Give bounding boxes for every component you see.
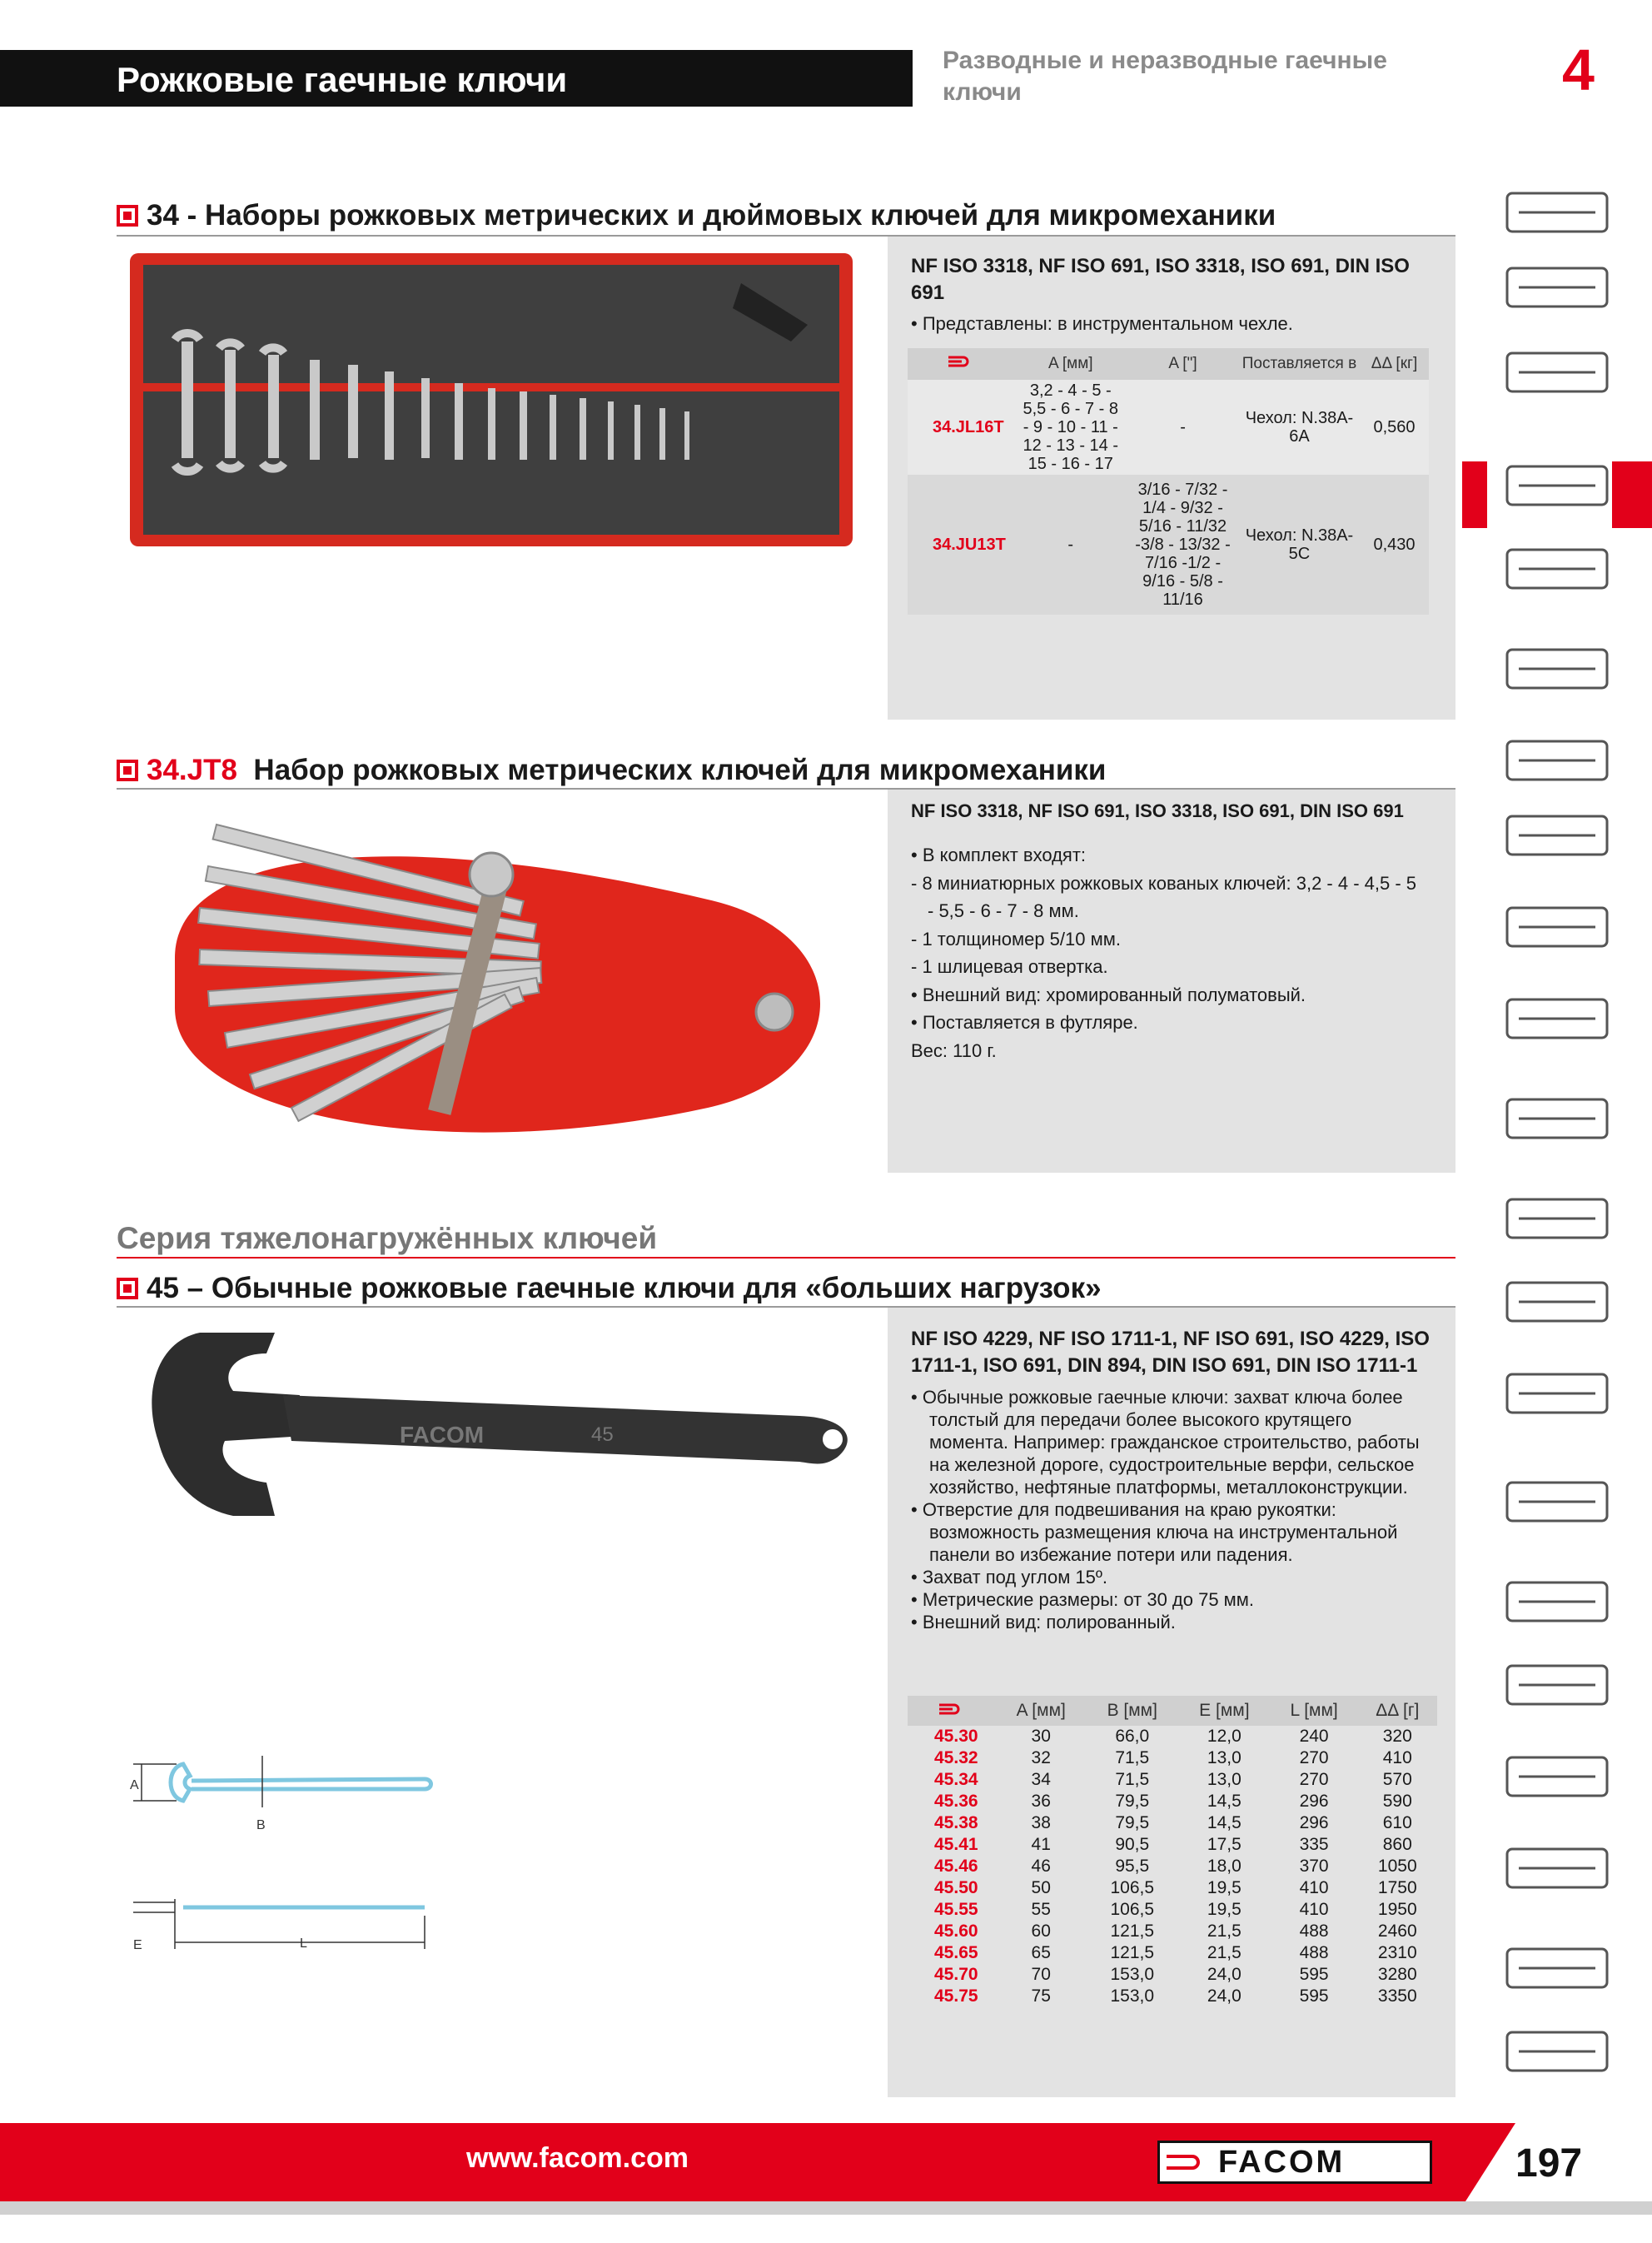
value-cell: 79,5 — [1115, 1813, 1150, 1832]
value-cell: 46 — [1031, 1857, 1051, 1876]
value-cell: 38 — [1031, 1813, 1051, 1832]
value-cell: 2460 — [1377, 1922, 1417, 1941]
value-cell: 66,0 — [1115, 1727, 1150, 1746]
electrical-icon[interactable] — [1499, 1649, 1615, 1721]
puller-icon[interactable] — [1499, 1183, 1615, 1254]
section-title: Набор рожковых метрических ключей для микромеханики — [253, 754, 1107, 786]
screwdriver-icon[interactable] — [1499, 725, 1615, 796]
value-cell: 65 — [1031, 1943, 1051, 1962]
desc-line: Вес: 110 г. — [911, 1039, 997, 1061]
dim-l-label: L — [300, 1936, 307, 1951]
value-cell: 36 — [1031, 1792, 1051, 1811]
value-cell: 21,5 — [1207, 1922, 1241, 1941]
desc-line: - 5,5 - 6 - 7 - 8 мм. — [928, 900, 1079, 921]
chapter-number: 4 — [1562, 37, 1595, 102]
vise-icon[interactable] — [1499, 1466, 1615, 1538]
value-cell: 296 — [1299, 1792, 1329, 1811]
value-cell: 1050 — [1377, 1857, 1417, 1876]
table-row — [908, 1812, 1437, 1834]
product-image-34jt8 — [125, 800, 858, 1166]
desc-line: панели во избежание потери или падения. — [929, 1544, 1293, 1565]
a-inch-cell: - — [1127, 380, 1239, 475]
value-cell: 153,0 — [1110, 1986, 1155, 2006]
value-cell: 95,5 — [1115, 1857, 1150, 1876]
section-34-heading — [117, 197, 1276, 235]
value-cell: 595 — [1299, 1965, 1329, 1984]
table-row — [908, 1791, 1437, 1812]
value-cell: 55 — [1031, 1900, 1051, 1919]
section-34jt8-heading — [117, 751, 1106, 790]
value-cell: 270 — [1299, 1770, 1329, 1789]
desc-line: • Внешний вид: полированный. — [911, 1612, 1176, 1632]
weight-icon: ΔΔ — [1371, 355, 1392, 372]
ref-cell: 45.32 — [934, 1748, 978, 1767]
value-cell: 21,5 — [1207, 1943, 1241, 1962]
weight-cell: 0,560 — [1360, 380, 1429, 475]
section-code: 34 — [147, 199, 179, 232]
col-weight: ΔΔ [г] — [1358, 1696, 1437, 1726]
col-e: E [мм] — [1178, 1696, 1271, 1726]
pliers-icon[interactable] — [1499, 800, 1615, 871]
section-title: - Наборы рожковых метрических и дюймовых ключей для микромеханики — [178, 199, 1276, 232]
product-table-45 — [908, 1696, 1437, 2007]
table-row — [908, 1856, 1437, 1877]
value-cell: 71,5 — [1115, 1770, 1150, 1789]
value-cell: 1950 — [1377, 1900, 1417, 1919]
ref-cell: 45.70 — [934, 1965, 978, 1984]
value-cell: 410 — [1299, 1878, 1329, 1897]
col-a-mm: A [мм] — [1014, 348, 1127, 380]
value-cell: 153,0 — [1110, 1965, 1155, 1984]
dim-a-label: A — [130, 1778, 139, 1792]
table-row — [908, 380, 1429, 475]
product-image-34-set — [125, 250, 858, 551]
table-row — [908, 1726, 1437, 1747]
value-cell: 590 — [1382, 1792, 1412, 1811]
value-cell: 370 — [1299, 1857, 1329, 1876]
weight-cell: 0,430 — [1360, 475, 1429, 615]
sidebar-active-marker — [1612, 461, 1652, 528]
value-cell: 570 — [1382, 1770, 1412, 1789]
ref-cell: 45.50 — [934, 1878, 978, 1897]
value-cell: 24,0 — [1207, 1986, 1241, 2006]
desc-line: момента. Например: гражданское строительство, работы — [929, 1432, 1420, 1453]
desc-line: толстый для передачи более высокого крутящего — [929, 1409, 1352, 1430]
series-divider — [117, 1257, 1455, 1259]
value-cell: 410 — [1382, 1748, 1412, 1767]
table-row — [908, 1834, 1437, 1856]
impact-gun-icon[interactable] — [1499, 1358, 1615, 1429]
value-cell: 17,5 — [1207, 1835, 1241, 1854]
desc-line: • Внешний вид: хромированный полуматовый. — [911, 984, 1306, 1005]
facom-logo-text: FACOM — [1218, 2145, 1346, 2180]
supplied-cell: Чехол: N.38A-5C — [1239, 475, 1360, 615]
ref-cell: 45.36 — [934, 1792, 978, 1811]
value-cell: 595 — [1299, 1986, 1329, 2006]
table-row — [908, 1769, 1437, 1791]
reference-icon — [908, 348, 1014, 380]
ref-cell: 45.34 — [934, 1770, 978, 1789]
desc-line: • Поставляется в футляре. — [911, 1012, 1138, 1033]
page-title: Рожковые гаечные ключи — [117, 60, 568, 99]
value-cell: 79,5 — [1115, 1792, 1150, 1811]
value-cell: 14,5 — [1207, 1792, 1241, 1811]
bullet-square-icon — [117, 760, 138, 781]
tape-measure-icon[interactable] — [1499, 891, 1615, 963]
col-l: L [мм] — [1271, 1696, 1358, 1726]
product-table-34 — [908, 348, 1429, 615]
value-cell: 410 — [1299, 1900, 1329, 1919]
value-cell: 320 — [1382, 1727, 1412, 1746]
value-cell: 41 — [1031, 1835, 1051, 1854]
value-cell: 50 — [1031, 1878, 1051, 1897]
value-cell: 19,5 — [1207, 1900, 1241, 1919]
table-row — [908, 1921, 1437, 1942]
value-cell: 488 — [1299, 1922, 1329, 1941]
desc-line: возможность размещения ключа на инструментальной — [929, 1522, 1398, 1543]
bullet-square-icon — [117, 205, 138, 227]
desc-line: хозяйство, нефтяные платформы, металлоконструкции. — [929, 1477, 1408, 1498]
wrench-size: 45 — [591, 1423, 614, 1446]
table-row — [908, 1747, 1437, 1769]
wrench-marking: FACOM — [400, 1422, 485, 1448]
tool-box-icon[interactable] — [1499, 336, 1615, 408]
table-row — [908, 475, 1429, 615]
supplied-cell: Чехол: N.38A-6A — [1239, 380, 1360, 475]
section-code: 34.JT8 — [147, 754, 237, 786]
series-title: Серия тяжелонагружённых ключей — [117, 1221, 658, 1255]
table-row — [908, 1986, 1437, 2007]
standards-34: NF ISO 3318, NF ISO 691, ISO 3318, ISO 691, DIN ISO 691 — [911, 255, 1410, 304]
ref-cell: 45.46 — [934, 1857, 978, 1876]
ref-cell: 34.JL16T — [908, 380, 1014, 475]
footer-url[interactable]: www.facom.com — [466, 2142, 689, 2174]
hacksaw-icon[interactable] — [1499, 1083, 1615, 1154]
value-cell: 90,5 — [1115, 1835, 1150, 1854]
facom-logo — [1157, 2141, 1432, 2184]
weight-icon: ΔΔ — [1376, 1701, 1399, 1720]
product-image-45 — [125, 1316, 874, 1533]
desc-line: • Обычные рожковые гаечные ключи: захват ключа более — [911, 1387, 1403, 1408]
col-weight: ΔΔ [кг] — [1360, 348, 1429, 380]
value-cell: 121,5 — [1110, 1922, 1155, 1941]
ref-cell: 45.38 — [934, 1813, 978, 1832]
col-a-inch: A ["] — [1127, 348, 1239, 380]
a-inch-cell: 3/16 - 7/32 - 1/4 - 9/32 - 5/16 - 11/32 -3/8 - 13/32 - 7/16 -1/2 - 9/16 - 5/8 - 11/16 — [1127, 475, 1239, 615]
ref-cell: 45.41 — [934, 1835, 978, 1854]
col-a: A [мм] — [996, 1696, 1086, 1726]
value-cell: 34 — [1031, 1770, 1051, 1789]
truck-icon[interactable] — [1499, 1932, 1615, 2004]
desc-line: • В комплект входят: — [911, 845, 1087, 865]
standards-45: NF ISO 4229, NF ISO 1711-1, NF ISO 691, ISO 4229, ISO 1711-1, ISO 691, DIN 894, DIN ISO 691, DIN ISO 1711-1 — [911, 1328, 1430, 1377]
value-cell: 610 — [1382, 1813, 1412, 1832]
ref-cell: 45.60 — [934, 1922, 978, 1941]
tool-chest-icon[interactable] — [1499, 177, 1615, 248]
value-cell: 24,0 — [1207, 1965, 1241, 1984]
airplane-icon[interactable] — [1499, 2016, 1615, 2087]
ratchet-icon[interactable] — [1499, 633, 1615, 705]
section-45-heading — [117, 1269, 1102, 1308]
value-cell: 240 — [1299, 1727, 1329, 1746]
table-row — [908, 1942, 1437, 1964]
socket-icon[interactable] — [1499, 533, 1615, 605]
chapter-subtitle: Разводные и неразводные гаечные ключи — [943, 47, 1387, 106]
standards-34jt8: NF ISO 3318, NF ISO 691, ISO 3318, ISO 691, DIN ISO 691 — [911, 800, 1404, 821]
value-cell: 3280 — [1377, 1965, 1417, 1984]
dim-e-label: E — [133, 1938, 142, 1952]
tester-icon[interactable] — [1499, 1266, 1615, 1338]
desc-line: • Захват под углом 15º. — [911, 1567, 1108, 1588]
desc-line: • Отверстие для подвешивания на краю рукоятки: — [911, 1499, 1336, 1520]
desc-line: - 1 толщиномер 5/10 мм. — [911, 928, 1121, 950]
value-cell: 106,5 — [1110, 1900, 1155, 1919]
dim-b-label: B — [256, 1818, 266, 1832]
ref-cell: 45.65 — [934, 1943, 978, 1962]
value-cell: 32 — [1031, 1748, 1051, 1767]
table-header-row — [908, 348, 1429, 380]
value-cell: 335 — [1299, 1835, 1329, 1854]
value-cell: 3350 — [1377, 1986, 1417, 2006]
table-row — [908, 1964, 1437, 1986]
wrench-icon[interactable] — [1499, 450, 1615, 521]
hammer-icon[interactable] — [1499, 983, 1615, 1054]
value-cell: 121,5 — [1110, 1943, 1155, 1962]
value-cell: 860 — [1382, 1835, 1412, 1854]
ref-cell: 45.75 — [934, 1986, 978, 2006]
value-cell: 106,5 — [1110, 1878, 1155, 1897]
reference-icon — [908, 1696, 996, 1726]
ref-cell: 45.55 — [934, 1900, 978, 1919]
desc-line: • Метрические размеры: от 30 до 75 мм. — [911, 1589, 1255, 1610]
description-34jt8 — [911, 841, 1444, 1064]
ref-cell: 45.30 — [934, 1727, 978, 1746]
table-header-row — [908, 1696, 1437, 1726]
desc-line: - 8 миниатюрных рожковых кованых ключей: 3,2 - 4 - 4,5 - 5 — [911, 872, 1417, 894]
value-cell: 1750 — [1377, 1878, 1417, 1897]
dimension-diagram — [125, 1749, 441, 1966]
value-cell: 19,5 — [1207, 1878, 1241, 1897]
safety-icon[interactable] — [1499, 1566, 1615, 1637]
table-row — [908, 1877, 1437, 1899]
table-row — [908, 1899, 1437, 1921]
value-cell: 296 — [1299, 1813, 1329, 1832]
facom-logo-mark — [1167, 2155, 1200, 2170]
value-cell: 70 — [1031, 1965, 1051, 1984]
value-cell: 13,0 — [1207, 1748, 1241, 1767]
desc-line: на железной дороге, судостроительные верфи, сельское — [929, 1454, 1415, 1475]
value-cell: 14,5 — [1207, 1813, 1241, 1832]
bullet-square-icon — [117, 1278, 138, 1299]
note-34: • Представлены: в инструментальном чехле. — [911, 313, 1293, 334]
ref-cell: 34.JU13T — [908, 475, 1014, 615]
value-cell: 71,5 — [1115, 1748, 1150, 1767]
col-b: B [мм] — [1086, 1696, 1178, 1726]
sidebar-active-tab — [1462, 461, 1487, 528]
car-icon[interactable] — [1499, 1832, 1615, 1904]
footer-grey-strip — [0, 2201, 1652, 2215]
desc-line: - 1 шлицевая отвертка. — [911, 956, 1108, 977]
value-cell: 2310 — [1377, 1943, 1417, 1962]
value-cell: 270 — [1299, 1748, 1329, 1767]
value-cell: 13,0 — [1207, 1770, 1241, 1789]
col-supplied: Поставляется в — [1239, 348, 1360, 380]
value-cell: 30 — [1031, 1727, 1051, 1746]
a-mm-cell: - — [1014, 475, 1127, 615]
tool-trolley-icon[interactable] — [1499, 252, 1615, 323]
section-title: – Обычные рожковые гаечные ключи для «больших нагрузок» — [178, 1272, 1102, 1304]
section-code: 45 — [147, 1272, 179, 1304]
value-cell: 12,0 — [1207, 1727, 1241, 1746]
value-cell: 75 — [1031, 1986, 1051, 2006]
a-mm-cell: 3,2 - 4 - 5 - 5,5 - 6 - 7 - 8 - 9 - 10 - 11 - 12 - 13 - 14 - 15 - 16 - 17 — [1014, 380, 1127, 475]
value-cell: 18,0 — [1207, 1857, 1241, 1876]
value-cell: 488 — [1299, 1943, 1329, 1962]
value-cell: 60 — [1031, 1922, 1051, 1941]
description-45 — [911, 1386, 1444, 1633]
lifting-icon[interactable] — [1499, 1741, 1615, 1812]
page-number: 197 — [1515, 2141, 1583, 2186]
